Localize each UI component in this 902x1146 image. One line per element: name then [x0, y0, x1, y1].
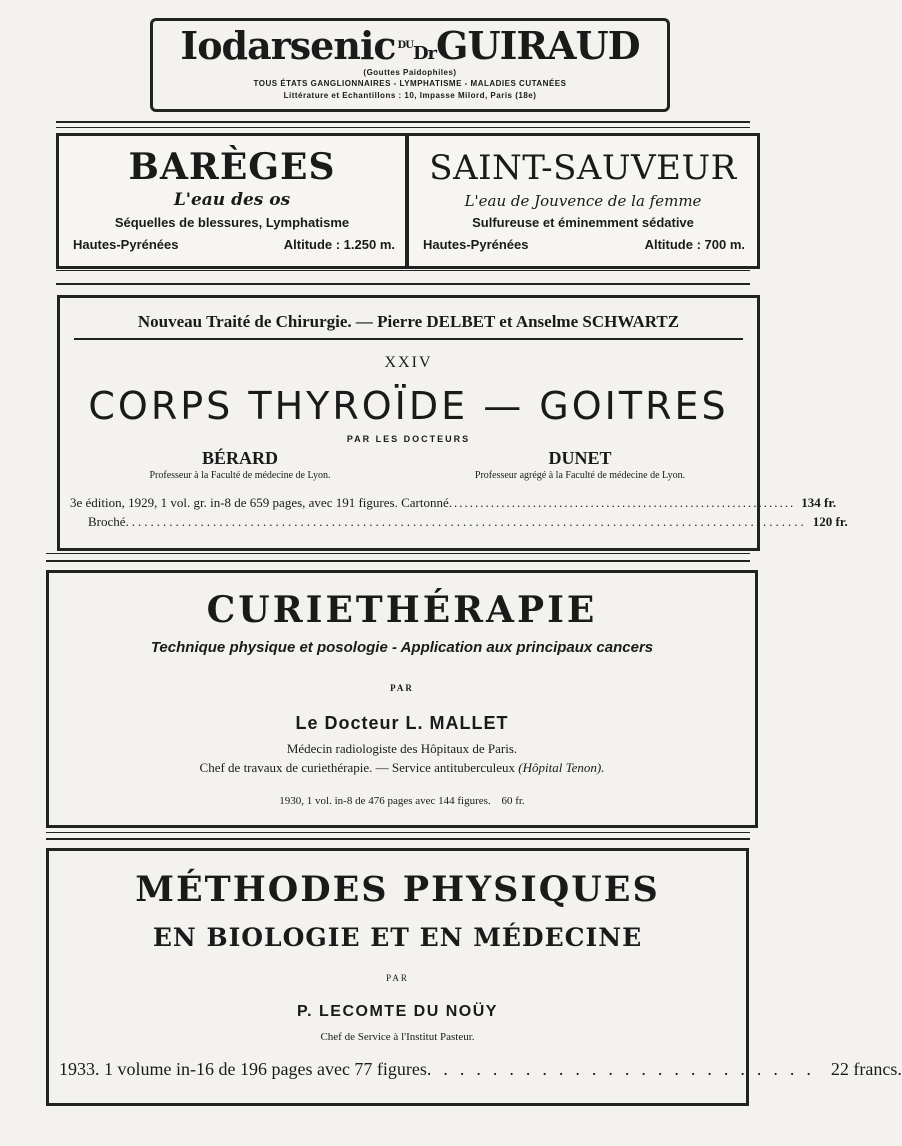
bareges-region: Hautes-Pyrénées — [73, 237, 179, 252]
divider — [56, 270, 750, 271]
curie-subtitle: Technique physique et posologie - Application aux principaux cancers — [150, 639, 654, 656]
thyroide-broche-price: 120 fr. — [812, 514, 848, 529]
curie-role2: Chef de travaux de curiethérapie. — Service antituberculeux — [199, 760, 516, 775]
thyroide-ad — [57, 295, 848, 551]
bareges-altitude: Altitude : 1.250 m. — [283, 237, 395, 252]
saint-sauveur-ad — [406, 133, 760, 269]
curie-role1: Médecin radiologiste des Hôpitaux de Paris. — [286, 741, 518, 756]
thyroide-author1-role: Professeur à la Faculté de médecine de Lyon. — [149, 470, 331, 481]
thyroide-author1: BÉRARD — [201, 448, 278, 468]
methodes-title2: EN BIOLOGIE ET EN MÉDECINE — [152, 923, 643, 952]
divider — [46, 838, 750, 840]
iodarsenic-gouttes: (Gouttes Paidophiles) — [363, 68, 457, 77]
divider — [56, 121, 750, 123]
methodes-price: 22 francs. — [830, 1059, 902, 1079]
thyroide-title: CORPS THYROÏDE — GOITRES — [88, 384, 729, 428]
thyroide-par: PAR LES DOCTEURS — [346, 434, 471, 444]
iodarsenic-dr: Dr — [412, 43, 437, 64]
saint-sauveur-region: Hautes-Pyrénées — [423, 237, 529, 252]
divider — [46, 832, 750, 833]
iodarsenic-ad — [150, 18, 670, 112]
curietherapie-ad — [46, 570, 758, 828]
saint-sauveur-subtitle: L'eau de Jouvence de la femme — [464, 192, 702, 210]
thyroide-edition-row — [70, 495, 837, 511]
thyroide-edition-price: 134 fr. — [801, 495, 837, 510]
bareges-subtitle: L'eau des os — [173, 190, 291, 210]
iodarsenic-name: Iodarsenic — [180, 23, 396, 68]
curie-price: 60 fr. — [501, 795, 525, 807]
curie-par: PAR — [390, 683, 414, 693]
iodarsenic-du: DU — [397, 40, 413, 51]
iodarsenic-etats: TOUS ÉTATS GANGLIONNAIRES - LYMPHATISME - MALADIES CUTANÉES — [253, 79, 567, 88]
thyroide-broche-line: Broché — [88, 514, 126, 529]
saint-sauveur-title: SAINT-SAUVEUR — [429, 148, 737, 188]
curie-role2-hosp: (Hôpital Tenon). — [518, 760, 605, 775]
thyroide-author2-role: Professeur agrégé à la Faculté de médecine de Lyon. — [474, 470, 686, 481]
methodes-par: PAR — [386, 973, 409, 983]
saint-sauveur-desc: Sulfureuse et éminemment sédative — [472, 215, 694, 230]
dot-leader: ............................................................................................................. — [125, 514, 807, 529]
dot-leader: ........................ — [426, 1059, 823, 1079]
methodes-author: P. LECOMTE DU NOÜY — [297, 1003, 498, 1020]
iodarsenic-guiraud: GUIRAUD — [436, 23, 640, 68]
divider — [46, 560, 750, 562]
dot-leader: .................................................................. — [448, 495, 796, 510]
divider — [56, 127, 750, 128]
curie-title: CURIETHÉRAPIE — [206, 589, 598, 631]
curie-details-row — [49, 795, 755, 807]
divider — [46, 553, 750, 554]
bareges-ad — [56, 133, 408, 269]
thyroide-broche-row — [88, 514, 848, 530]
methodes-details-row — [59, 1059, 902, 1080]
thyroide-volume: XXIV — [384, 354, 433, 371]
iodarsenic-address: Littérature et Echantillons : 10, Impasse Milord, Paris (18e) — [283, 91, 537, 100]
methodes-role: Chef de Service à l'Institut Pasteur. — [320, 1031, 475, 1043]
methodes-title1: MÉTHODES PHYSIQUES — [135, 869, 660, 910]
curie-details: 1930, 1 vol. in-8 de 476 pages avec 144 figures. — [279, 795, 491, 807]
bareges-desc: Séquelles de blessures, Lymphatisme — [114, 215, 350, 230]
methodes-ad — [46, 848, 902, 1106]
thyroide-author2: DUNET — [548, 448, 612, 468]
methodes-details: 1933. 1 volume in-16 de 196 pages avec 77 figures — [59, 1059, 427, 1079]
bareges-title: BARÈGES — [128, 146, 336, 188]
thyroide-header: Nouveau Traité de Chirurgie. — Pierre DELBET et Anselme SCHWARTZ — [74, 312, 743, 340]
curie-author: Le Docteur L. MALLET — [295, 713, 509, 733]
iodarsenic-title — [153, 23, 667, 73]
curie-role2-row — [49, 760, 755, 776]
thyroide-edition-line: 3e édition, 1929, 1 vol. gr. in-8 de 659 pages, avec 191 figures. Cartonné — [70, 495, 449, 510]
divider — [56, 283, 750, 285]
saint-sauveur-altitude: Altitude : 700 m. — [644, 237, 745, 252]
